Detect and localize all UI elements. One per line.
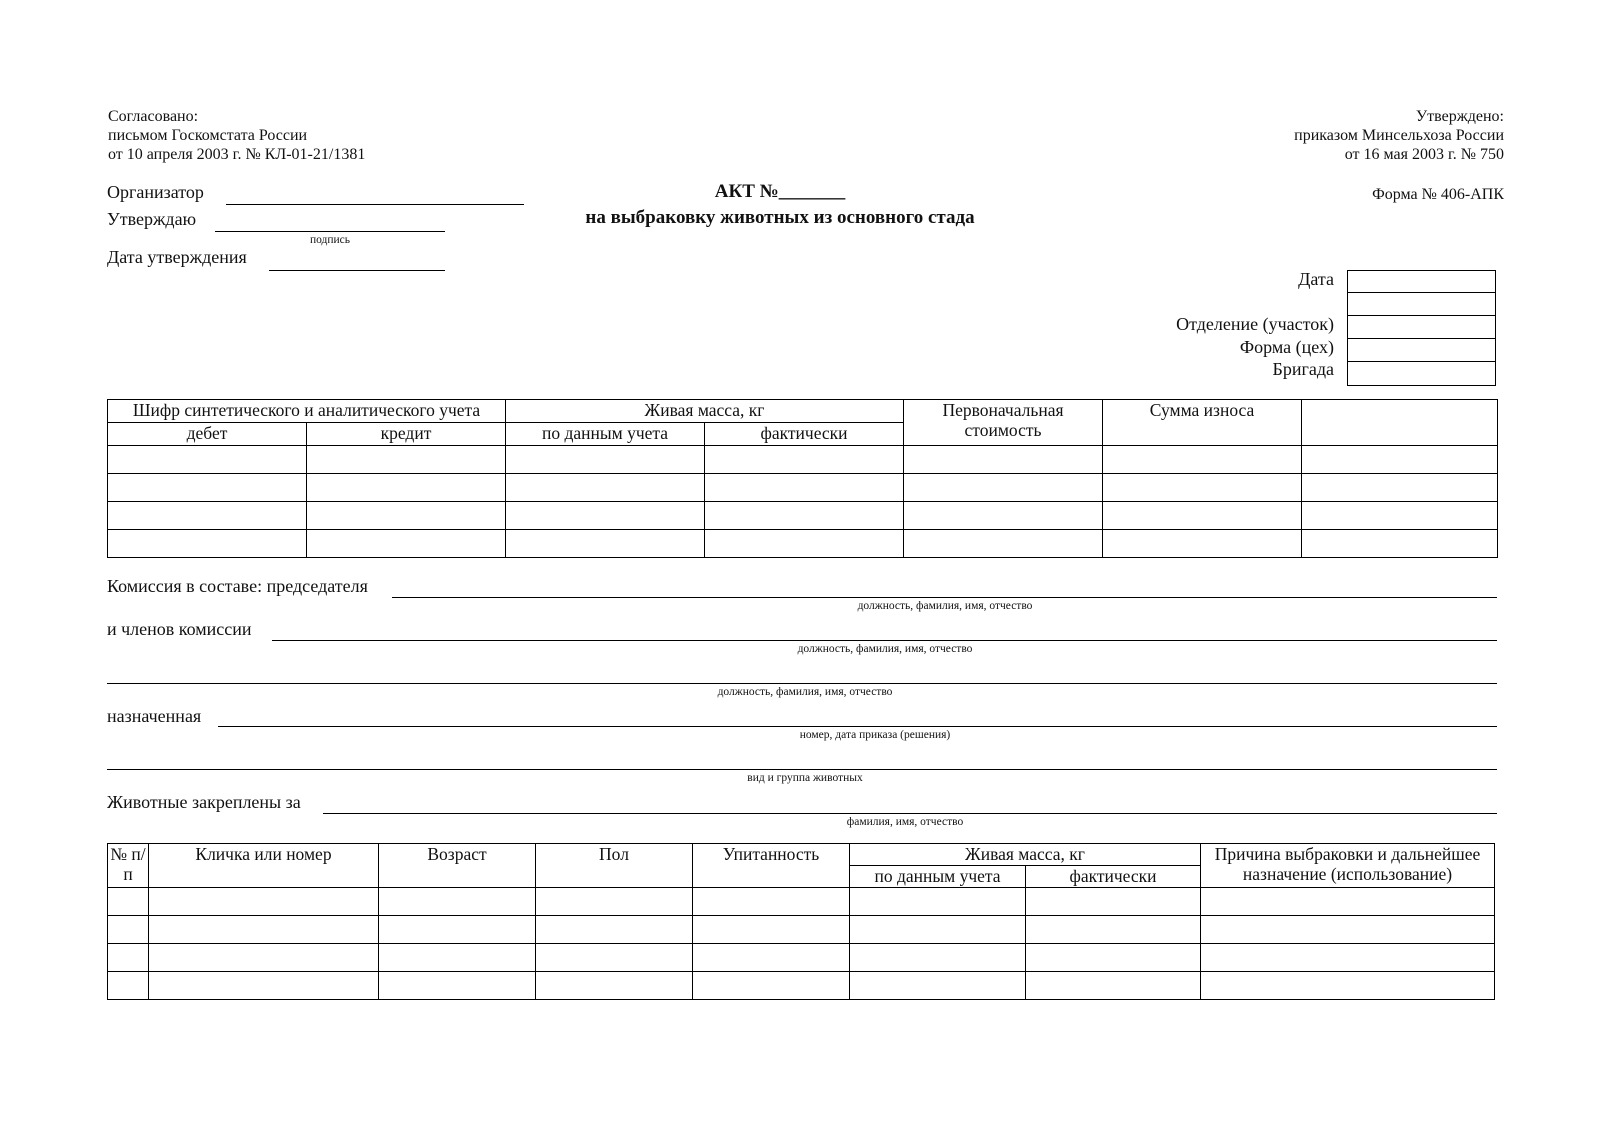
- table-row: [108, 502, 1498, 530]
- organizer-field[interactable]: [226, 204, 524, 205]
- signature-caption: подпись: [309, 234, 351, 246]
- act-title: АКТ №_______: [714, 181, 846, 202]
- order-field[interactable]: [218, 726, 1497, 727]
- table-cell[interactable]: [536, 944, 693, 972]
- table-cell[interactable]: [307, 446, 506, 474]
- animals-assigned-caption: фамилия, имя, отчество: [846, 816, 964, 828]
- debit-header: дебет: [108, 423, 307, 446]
- table-cell[interactable]: [850, 944, 1026, 972]
- table-cell[interactable]: [506, 502, 705, 530]
- table-row: [108, 888, 1495, 916]
- table-cell[interactable]: [1103, 446, 1302, 474]
- table-row: [108, 944, 1495, 972]
- table-cell[interactable]: [1302, 446, 1498, 474]
- table-row: [108, 916, 1495, 944]
- table-cell[interactable]: [149, 972, 379, 1000]
- approval-right-line2: приказом Минсельхоза России: [1294, 127, 1504, 144]
- farm-cell-divider: [1347, 338, 1496, 339]
- table-cell[interactable]: [307, 474, 506, 502]
- table-cell[interactable]: [149, 944, 379, 972]
- table-cell[interactable]: [108, 944, 149, 972]
- table-cell[interactable]: [149, 888, 379, 916]
- brigade-cell-divider: [1347, 361, 1496, 362]
- date-label: Дата: [1298, 269, 1334, 289]
- table-cell[interactable]: [693, 944, 850, 972]
- table-cell[interactable]: [108, 530, 307, 558]
- table-cell[interactable]: [705, 446, 904, 474]
- member-field-2[interactable]: [107, 683, 1497, 684]
- table-cell[interactable]: [108, 502, 307, 530]
- table-cell[interactable]: [108, 972, 149, 1000]
- table-row: [108, 530, 1498, 558]
- live-mass-header-2: Живая масса, кг: [850, 844, 1201, 866]
- approval-date-label: Дата утверждения: [107, 247, 247, 267]
- table-cell[interactable]: [379, 888, 536, 916]
- chairman-label: Комиссия в составе: председателя: [107, 576, 368, 596]
- table-cell[interactable]: [850, 972, 1026, 1000]
- table-cell[interactable]: [108, 888, 149, 916]
- farm-label: Форма (цех): [1239, 337, 1334, 357]
- animals-assigned-label: Животные закреплены за: [107, 792, 301, 812]
- department-cell-divider: [1347, 315, 1496, 316]
- organizer-label: Организатор: [107, 182, 204, 202]
- age-header: Возраст: [379, 844, 536, 888]
- species-caption: вид и группа животных: [747, 772, 863, 784]
- table-cell[interactable]: [693, 916, 850, 944]
- approval-left-line2: письмом Госкомстата России: [108, 127, 308, 144]
- chairman-field[interactable]: [392, 597, 1497, 598]
- table-cell[interactable]: [307, 502, 506, 530]
- brigade-label: Бригада: [1272, 359, 1334, 379]
- fatness-header: Упитанность: [693, 844, 850, 888]
- table-cell[interactable]: [506, 446, 705, 474]
- table-cell[interactable]: [1201, 972, 1495, 1000]
- act-subtitle: на выбраковку животных из основного стада: [585, 207, 975, 228]
- initial-cost-header: Первоначальная стоимость: [904, 400, 1103, 446]
- by-records-header: по данным учета: [506, 423, 705, 446]
- cipher-header: Шифр синтетического и аналитического учета: [108, 400, 506, 423]
- table-cell[interactable]: [536, 916, 693, 944]
- table-cell[interactable]: [1103, 474, 1302, 502]
- table-row: [108, 446, 1498, 474]
- credit-header: кредит: [307, 423, 506, 446]
- num-header: № п/п: [108, 844, 149, 888]
- table-cell[interactable]: [536, 888, 693, 916]
- table-cell[interactable]: [108, 474, 307, 502]
- chairman-caption: должность, фамилия, имя, отчество: [857, 600, 1033, 612]
- approval-right-line1: Утверждено:: [1415, 108, 1504, 125]
- table-cell[interactable]: [1201, 888, 1495, 916]
- member-caption-2: должность, фамилия, имя, отчество: [717, 686, 893, 698]
- table-cell[interactable]: [379, 972, 536, 1000]
- table-cell[interactable]: [307, 530, 506, 558]
- animals-table: [107, 843, 1495, 1000]
- animals-assigned-field[interactable]: [323, 813, 1497, 814]
- table-cell[interactable]: [1302, 530, 1498, 558]
- member-caption-1: должность, фамилия, имя, отчество: [797, 643, 973, 655]
- by-records-header-2: по данным учета: [850, 866, 1026, 888]
- members-label: и членов комиссии: [107, 619, 252, 639]
- table-cell[interactable]: [506, 530, 705, 558]
- table-cell[interactable]: [904, 530, 1103, 558]
- species-field[interactable]: [107, 769, 1497, 770]
- approval-right-line3: от 16 мая 2003 г. № 750: [1344, 146, 1504, 163]
- table-cell[interactable]: [506, 474, 705, 502]
- blank-header: [1302, 400, 1498, 446]
- signature-field[interactable]: [215, 231, 445, 232]
- table-cell[interactable]: [850, 888, 1026, 916]
- sex-header: Пол: [536, 844, 693, 888]
- table-row: [108, 474, 1498, 502]
- table-cell[interactable]: [904, 474, 1103, 502]
- member-field-1[interactable]: [272, 640, 1497, 641]
- actual-header-2: фактически: [1026, 866, 1201, 888]
- actual-header: фактически: [705, 423, 904, 446]
- form-number: Форма № 406-АПК: [1372, 186, 1504, 203]
- table-cell[interactable]: [108, 446, 307, 474]
- table-cell[interactable]: [1103, 530, 1302, 558]
- reason-header: Причина выбраковки и дальнейшее назначение (использование): [1201, 844, 1495, 888]
- table-cell[interactable]: [1026, 888, 1201, 916]
- table-cell[interactable]: [108, 916, 149, 944]
- table-cell[interactable]: [693, 888, 850, 916]
- table-cell[interactable]: [1103, 502, 1302, 530]
- table-cell[interactable]: [693, 972, 850, 1000]
- table-cell[interactable]: [1201, 916, 1495, 944]
- order-caption: номер, дата приказа (решения): [799, 729, 951, 741]
- table-cell[interactable]: [379, 916, 536, 944]
- table-cell[interactable]: [536, 972, 693, 1000]
- table-cell[interactable]: [149, 916, 379, 944]
- table-cell[interactable]: [1026, 972, 1201, 1000]
- side-fields-box: [1347, 270, 1496, 386]
- approval-left-line1: Согласовано:: [108, 108, 199, 125]
- appointed-label: назначенная: [107, 706, 202, 726]
- table-cell[interactable]: [379, 944, 536, 972]
- name-or-number-header: Кличка или номер: [149, 844, 379, 888]
- date-cell-divider: [1347, 292, 1496, 293]
- approval-right: [1294, 107, 1504, 164]
- table-cell[interactable]: [904, 502, 1103, 530]
- depreciation-header: Сумма износа: [1103, 400, 1302, 446]
- department-label: Отделение (участок): [1176, 314, 1334, 334]
- table-cell[interactable]: [705, 502, 904, 530]
- table-cell[interactable]: [1302, 502, 1498, 530]
- table-cell[interactable]: [1302, 474, 1498, 502]
- approval-date-field[interactable]: [269, 270, 445, 271]
- table-cell[interactable]: [1026, 916, 1201, 944]
- table-cell[interactable]: [850, 916, 1026, 944]
- table-cell[interactable]: [904, 446, 1103, 474]
- approve-label: Утверждаю: [107, 209, 197, 229]
- live-mass-header: Живая масса, кг: [506, 400, 904, 423]
- table-row: [108, 972, 1495, 1000]
- table-cell[interactable]: [1201, 944, 1495, 972]
- table-cell[interactable]: [705, 530, 904, 558]
- accounting-table: [107, 399, 1498, 558]
- approval-left-line3: от 10 апреля 2003 г. № КЛ-01-21/1381: [108, 146, 366, 163]
- approval-left: [108, 107, 365, 164]
- table-cell[interactable]: [1026, 944, 1201, 972]
- table-cell[interactable]: [705, 474, 904, 502]
